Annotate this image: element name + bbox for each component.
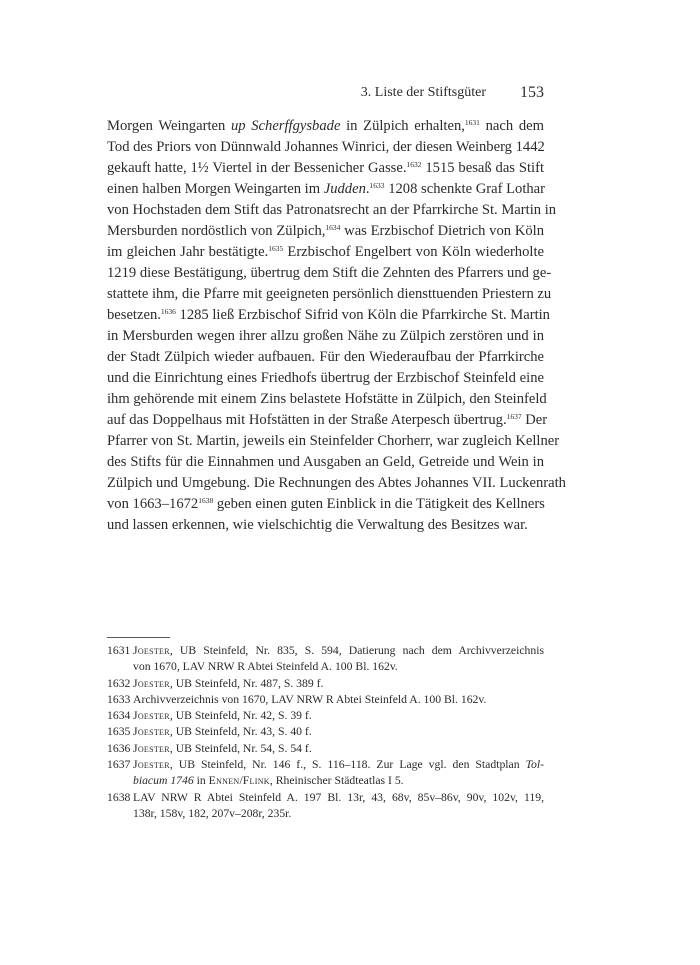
running-title: 3. Liste der Stiftsgüter (360, 85, 486, 100)
author-name: Joester (133, 741, 170, 755)
footnote-ref[interactable]: 1637 (506, 412, 522, 421)
author-name: Joester (133, 725, 170, 739)
footnote-number: 1635 (107, 725, 131, 739)
text-line: ihm gehörende mit einem Zins belastete Hofstätte in Zülpich, den Steinfeld (107, 391, 547, 407)
author-name: Flink (242, 774, 270, 788)
footnote-number: 1633 (107, 692, 131, 706)
footnote-number: 1632 (107, 676, 131, 690)
author-name: Joester (133, 644, 170, 657)
footnote: 1637 Joester, UB Steinfeld, Nr. 146 f., S. 116–118. Zur Lage vgl. den Stadtplan Tol- biacum 1746 in Ennen/Flink, Rheinischer Städteatlas I 5. (107, 758, 544, 788)
text-line: von Hochstaden dem Stift das Patronatsrecht an der Pfarrkirche St. Martin in (107, 202, 557, 218)
footnote: 1638 LAV NRW R Abtei Steinfeld A. 197 Bl. 13r, 43, 68v, 85v–86v, 90v, 102v, 119, 138r, 158v, 182, 207v–208r, 235r. (107, 790, 544, 820)
text-line: besetzen.$^{1636}$ 1285 ließ Erzbischof Sifrid von Köln die Pfarrkirche St. Martin (107, 307, 550, 323)
text-line: Morgen Weingarten up Scherffgysbade in Zülpich erhalten,$^{1631}$ nach dem (107, 118, 544, 134)
text-line: auf das Doppelhaus mit Hofstätten in der Straße Aterpesch übertrug.$^{1637}$ Der (107, 412, 548, 428)
page-number: 153 (520, 84, 544, 101)
footnotes (107, 643, 544, 822)
text-line: und lassen erkennen, wie vielschichtig die Verwaltung des Besitzes war. (107, 517, 528, 533)
author-name: Joester (133, 676, 170, 690)
footnote-ref[interactable]: 1636 (160, 307, 176, 316)
footnote-number: 1638 (107, 790, 131, 804)
text-line: und die Einrichtung eines Friedhofs übertrug der Erzbischof Steinfeld eine (107, 370, 544, 386)
footnote-ref[interactable]: 1635 (268, 244, 284, 253)
text-line: einen halben Morgen Weingarten im Judden.$^{1633}$ 1208 schenkte Graf Lothar (107, 181, 546, 197)
footnote-number: 1634 (107, 709, 131, 723)
footnote: 1631 Joester, UB Steinfeld, Nr. 835, S. 594, Datierung nach dem Archivverzeichnis von 1670, LAV NRW R Abtei Steinfeld A. 100 Bl. 162v. (107, 644, 544, 674)
text-line: Pfarrer von St. Martin, jeweils ein Steinfelder Chorherr, war zugleich Kellner (107, 433, 560, 449)
footnote: 1633 Archivverzeichnis von 1670, LAV NRW R Abtei Steinfeld A. 100 Bl. 162v. (107, 692, 544, 708)
text-line: des Stifts für die Einnahmen und Ausgaben an Geld, Getreide und Wein in (107, 454, 544, 470)
footnote: 1635 Joester, UB Steinfeld, Nr. 43, S. 40 f. (107, 724, 544, 740)
text-line: 1219 diese Bestätigung, übertrug dem Stift die Zehnten des Pfarrers und ge- (107, 265, 552, 281)
text-line: gekauft hatte, 1½ Viertel in der Bessenicher Gasse.$^{1632}$ 1515 besaß das Stift (107, 160, 544, 176)
text-line: von $1663-1672^{1638}$ geben einen guten Einblick in die Tätigkeit des Kellners (107, 496, 545, 512)
author-name: Joester (133, 709, 170, 723)
footnote-number: 1631 (107, 644, 131, 657)
footnote-ref[interactable]: 1632 (406, 160, 422, 169)
main-text (107, 116, 566, 536)
footnote-ref[interactable]: 1634 (325, 223, 341, 232)
text-line: Tod des Priors von Dünnwald Johannes Winrici, der diesen Weinberg 1442 (107, 139, 545, 155)
text-line: stattete ihm, die Pfarre mit geeigneten persönlich diensttuenden Priestern zu (107, 286, 552, 302)
author-name: Ennen (208, 774, 240, 788)
text-line: der Stadt Zülpich wieder aufbauen. Für den Wiederaufbau der Pfarrkirche (107, 349, 544, 365)
footnote-ref[interactable]: 1633 (369, 181, 385, 190)
footnote-divider (107, 637, 170, 638)
footnote-ref[interactable]: 1638 (198, 496, 214, 505)
text-line: in Mersburden wegen ihrer allzu großen Nähe zu Zülpich zerstören und in (107, 328, 544, 344)
author-name: Joester (133, 758, 170, 772)
footnote: 1634 Joester, UB Steinfeld, Nr. 42, S. 39 f. (107, 708, 544, 724)
footnote-ref[interactable]: 1631 (464, 118, 480, 127)
text-line: Mersburden nordöstlich von Zülpich,$^{1634}$ was Erzbischof Dietrich von Köln (107, 223, 545, 239)
footnote: 1636 Joester, UB Steinfeld, Nr. 54, S. 54 f. (107, 741, 544, 757)
footnote-number: 1637 (107, 758, 131, 772)
footnote: 1632 Joester, UB Steinfeld, Nr. 487, S. 389 f. (107, 676, 544, 692)
text-line: im gleichen Jahr bestätigte.$^{1635}$ Erzbischof Engelbert von Köln wiederholte (107, 244, 544, 260)
text-line: Zülpich und Umgebung. Die Rechnungen des Abtes Johannes VII. Luckenrath (107, 475, 566, 491)
footnote-number: 1636 (107, 741, 131, 755)
